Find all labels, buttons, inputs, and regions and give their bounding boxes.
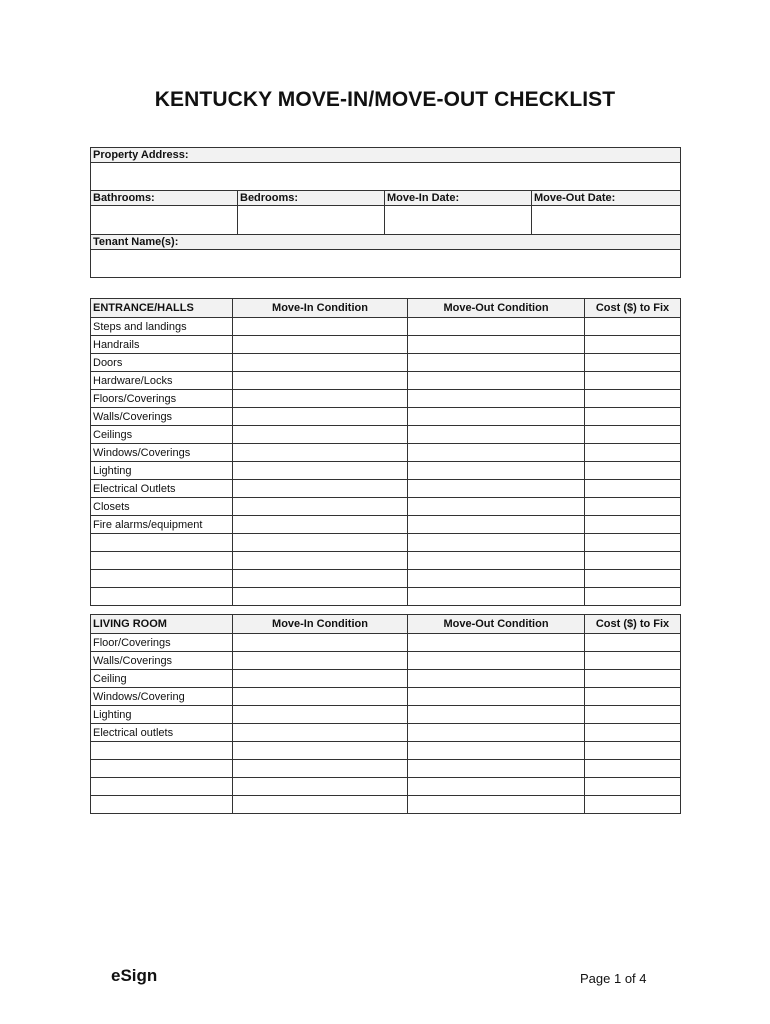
- cost-to-fix-cell[interactable]: [585, 570, 681, 588]
- move-out-condition-cell[interactable]: [408, 336, 585, 354]
- section-title: LIVING ROOM: [91, 615, 233, 634]
- move-out-condition-cell[interactable]: [408, 480, 585, 498]
- cost-to-fix-cell[interactable]: [585, 498, 681, 516]
- item-label: Floors/Coverings: [91, 390, 233, 408]
- move-out-condition-cell[interactable]: [408, 796, 585, 814]
- move-in-condition-cell[interactable]: [233, 480, 408, 498]
- move-out-date-field[interactable]: [532, 206, 681, 235]
- item-label: Ceiling: [91, 670, 233, 688]
- item-label: Lighting: [91, 462, 233, 480]
- cost-to-fix-cell[interactable]: [585, 426, 681, 444]
- item-label: [91, 588, 233, 606]
- cost-to-fix-cell[interactable]: [585, 318, 681, 336]
- move-out-condition-cell[interactable]: [408, 778, 585, 796]
- move-in-condition-cell[interactable]: [233, 408, 408, 426]
- move-in-condition-header: Move-In Condition: [233, 299, 408, 318]
- item-label: [91, 742, 233, 760]
- cost-to-fix-cell[interactable]: [585, 516, 681, 534]
- property-address-field[interactable]: [91, 163, 681, 191]
- cost-to-fix-cell[interactable]: [585, 372, 681, 390]
- move-out-condition-cell[interactable]: [408, 688, 585, 706]
- move-out-date-label: Move-Out Date:: [532, 191, 681, 206]
- item-label: Hardware/Locks: [91, 372, 233, 390]
- move-in-condition-cell[interactable]: [233, 688, 408, 706]
- move-in-condition-cell[interactable]: [233, 498, 408, 516]
- move-out-condition-cell[interactable]: [408, 516, 585, 534]
- move-out-condition-cell[interactable]: [408, 634, 585, 652]
- cost-to-fix-cell[interactable]: [585, 778, 681, 796]
- cost-to-fix-cell[interactable]: [585, 634, 681, 652]
- move-out-condition-cell[interactable]: [408, 706, 585, 724]
- move-out-condition-cell[interactable]: [408, 742, 585, 760]
- table-row: [91, 534, 681, 552]
- table-row: [91, 634, 681, 652]
- table-row: [91, 372, 681, 390]
- move-in-condition-cell[interactable]: [233, 444, 408, 462]
- cost-to-fix-cell[interactable]: [585, 480, 681, 498]
- item-label: Windows/Coverings: [91, 444, 233, 462]
- move-out-condition-header: Move-Out Condition: [408, 615, 585, 634]
- cost-to-fix-cell[interactable]: [585, 796, 681, 814]
- move-out-condition-cell[interactable]: [408, 534, 585, 552]
- move-in-date-label: Move-In Date:: [385, 191, 532, 206]
- section-header-row: [91, 615, 681, 634]
- item-label: Walls/Coverings: [91, 652, 233, 670]
- move-out-condition-cell[interactable]: [408, 390, 585, 408]
- cost-to-fix-cell[interactable]: [585, 652, 681, 670]
- property-address-label: Property Address:: [91, 148, 681, 163]
- move-out-condition-cell[interactable]: [408, 652, 585, 670]
- item-label: Windows/Covering: [91, 688, 233, 706]
- table-row: [91, 570, 681, 588]
- move-in-condition-cell[interactable]: [233, 742, 408, 760]
- table-row: [91, 742, 681, 760]
- item-label: [91, 760, 233, 778]
- table-row: [91, 706, 681, 724]
- move-out-condition-cell[interactable]: [408, 724, 585, 742]
- item-label: [91, 552, 233, 570]
- tenant-name-field[interactable]: [91, 250, 681, 278]
- move-in-condition-cell[interactable]: [233, 354, 408, 372]
- move-out-condition-cell[interactable]: [408, 408, 585, 426]
- cost-to-fix-cell[interactable]: [585, 390, 681, 408]
- table-row: [91, 778, 681, 796]
- move-in-condition-header: Move-In Condition: [233, 615, 408, 634]
- esign-logo: eSign: [111, 966, 158, 985]
- table-row: [91, 408, 681, 426]
- move-out-condition-cell[interactable]: [408, 462, 585, 480]
- table-row: [91, 670, 681, 688]
- item-label: Ceilings: [91, 426, 233, 444]
- bedrooms-label: Bedrooms:: [238, 191, 385, 206]
- living-room-checklist: [90, 614, 681, 814]
- page-number: Page 1 of 4: [580, 971, 647, 986]
- move-in-condition-cell[interactable]: [233, 372, 408, 390]
- cost-to-fix-cell[interactable]: [585, 336, 681, 354]
- move-out-condition-cell[interactable]: [408, 670, 585, 688]
- cost-to-fix-cell[interactable]: [585, 706, 681, 724]
- table-row: [91, 688, 681, 706]
- bathrooms-label: Bathrooms:: [91, 191, 238, 206]
- cost-to-fix-cell[interactable]: [585, 670, 681, 688]
- item-label: [91, 534, 233, 552]
- item-label: Closets: [91, 498, 233, 516]
- move-in-condition-cell[interactable]: [233, 426, 408, 444]
- move-out-condition-cell[interactable]: [408, 426, 585, 444]
- table-row: [91, 426, 681, 444]
- move-out-condition-cell[interactable]: [408, 552, 585, 570]
- table-row: [91, 498, 681, 516]
- item-label: Walls/Coverings: [91, 408, 233, 426]
- move-in-condition-cell[interactable]: [233, 534, 408, 552]
- table-row: [91, 516, 681, 534]
- cost-to-fix-cell[interactable]: [585, 534, 681, 552]
- move-in-condition-cell[interactable]: [233, 760, 408, 778]
- table-row: [91, 724, 681, 742]
- table-row: [91, 588, 681, 606]
- move-out-condition-cell[interactable]: [408, 354, 585, 372]
- item-label: Handrails: [91, 336, 233, 354]
- item-label: Electrical Outlets: [91, 480, 233, 498]
- cost-to-fix-header: Cost ($) to Fix: [585, 299, 681, 318]
- move-in-condition-cell[interactable]: [233, 652, 408, 670]
- bathrooms-field[interactable]: [91, 206, 238, 235]
- move-in-condition-cell[interactable]: [233, 552, 408, 570]
- table-row: [91, 480, 681, 498]
- move-in-condition-cell[interactable]: [233, 634, 408, 652]
- item-label: Floor/Coverings: [91, 634, 233, 652]
- table-row: [91, 462, 681, 480]
- bedrooms-field[interactable]: [238, 206, 385, 235]
- move-in-condition-cell[interactable]: [233, 318, 408, 336]
- cost-to-fix-header: Cost ($) to Fix: [585, 615, 681, 634]
- move-in-date-field[interactable]: [385, 206, 532, 235]
- section-header-row: [91, 299, 681, 318]
- table-row: [91, 354, 681, 372]
- move-in-condition-cell[interactable]: [233, 796, 408, 814]
- property-info-table: [90, 147, 681, 278]
- move-in-condition-cell[interactable]: [233, 462, 408, 480]
- table-row: [91, 652, 681, 670]
- move-out-condition-cell[interactable]: [408, 318, 585, 336]
- cost-to-fix-cell[interactable]: [585, 742, 681, 760]
- move-out-condition-cell[interactable]: [408, 570, 585, 588]
- move-out-condition-cell[interactable]: [408, 760, 585, 778]
- entrance-halls-checklist: [90, 298, 681, 606]
- section-title: ENTRANCE/HALLS: [91, 299, 233, 318]
- table-row: [91, 444, 681, 462]
- move-out-condition-cell[interactable]: [408, 372, 585, 390]
- move-in-condition-cell[interactable]: [233, 516, 408, 534]
- move-in-condition-cell[interactable]: [233, 706, 408, 724]
- move-out-condition-cell[interactable]: [408, 498, 585, 516]
- cost-to-fix-cell[interactable]: [585, 688, 681, 706]
- item-label: [91, 796, 233, 814]
- item-label: [91, 570, 233, 588]
- cost-to-fix-cell[interactable]: [585, 552, 681, 570]
- item-label: Lighting: [91, 706, 233, 724]
- cost-to-fix-cell[interactable]: [585, 462, 681, 480]
- move-out-condition-cell[interactable]: [408, 588, 585, 606]
- cost-to-fix-cell[interactable]: [585, 354, 681, 372]
- item-label: [91, 778, 233, 796]
- tenant-name-label: Tenant Name(s):: [91, 235, 681, 250]
- move-in-condition-cell[interactable]: [233, 670, 408, 688]
- cost-to-fix-cell[interactable]: [585, 444, 681, 462]
- table-row: [91, 796, 681, 814]
- table-row: [91, 760, 681, 778]
- move-in-condition-cell[interactable]: [233, 778, 408, 796]
- move-in-condition-cell[interactable]: [233, 588, 408, 606]
- move-in-condition-cell[interactable]: [233, 724, 408, 742]
- table-row: [91, 318, 681, 336]
- move-in-condition-cell[interactable]: [233, 570, 408, 588]
- move-in-condition-cell[interactable]: [233, 336, 408, 354]
- move-in-condition-cell[interactable]: [233, 390, 408, 408]
- cost-to-fix-cell[interactable]: [585, 724, 681, 742]
- table-row: [91, 390, 681, 408]
- cost-to-fix-cell[interactable]: [585, 760, 681, 778]
- table-row: [91, 336, 681, 354]
- table-row: [91, 552, 681, 570]
- item-label: Steps and landings: [91, 318, 233, 336]
- cost-to-fix-cell[interactable]: [585, 588, 681, 606]
- cost-to-fix-cell[interactable]: [585, 408, 681, 426]
- document-title: KENTUCKY MOVE-IN/MOVE-OUT CHECKLIST: [154, 88, 616, 111]
- item-label: Doors: [91, 354, 233, 372]
- item-label: Fire alarms/equipment: [91, 516, 233, 534]
- move-out-condition-cell[interactable]: [408, 444, 585, 462]
- item-label: Electrical outlets: [91, 724, 233, 742]
- move-out-condition-header: Move-Out Condition: [408, 299, 585, 318]
